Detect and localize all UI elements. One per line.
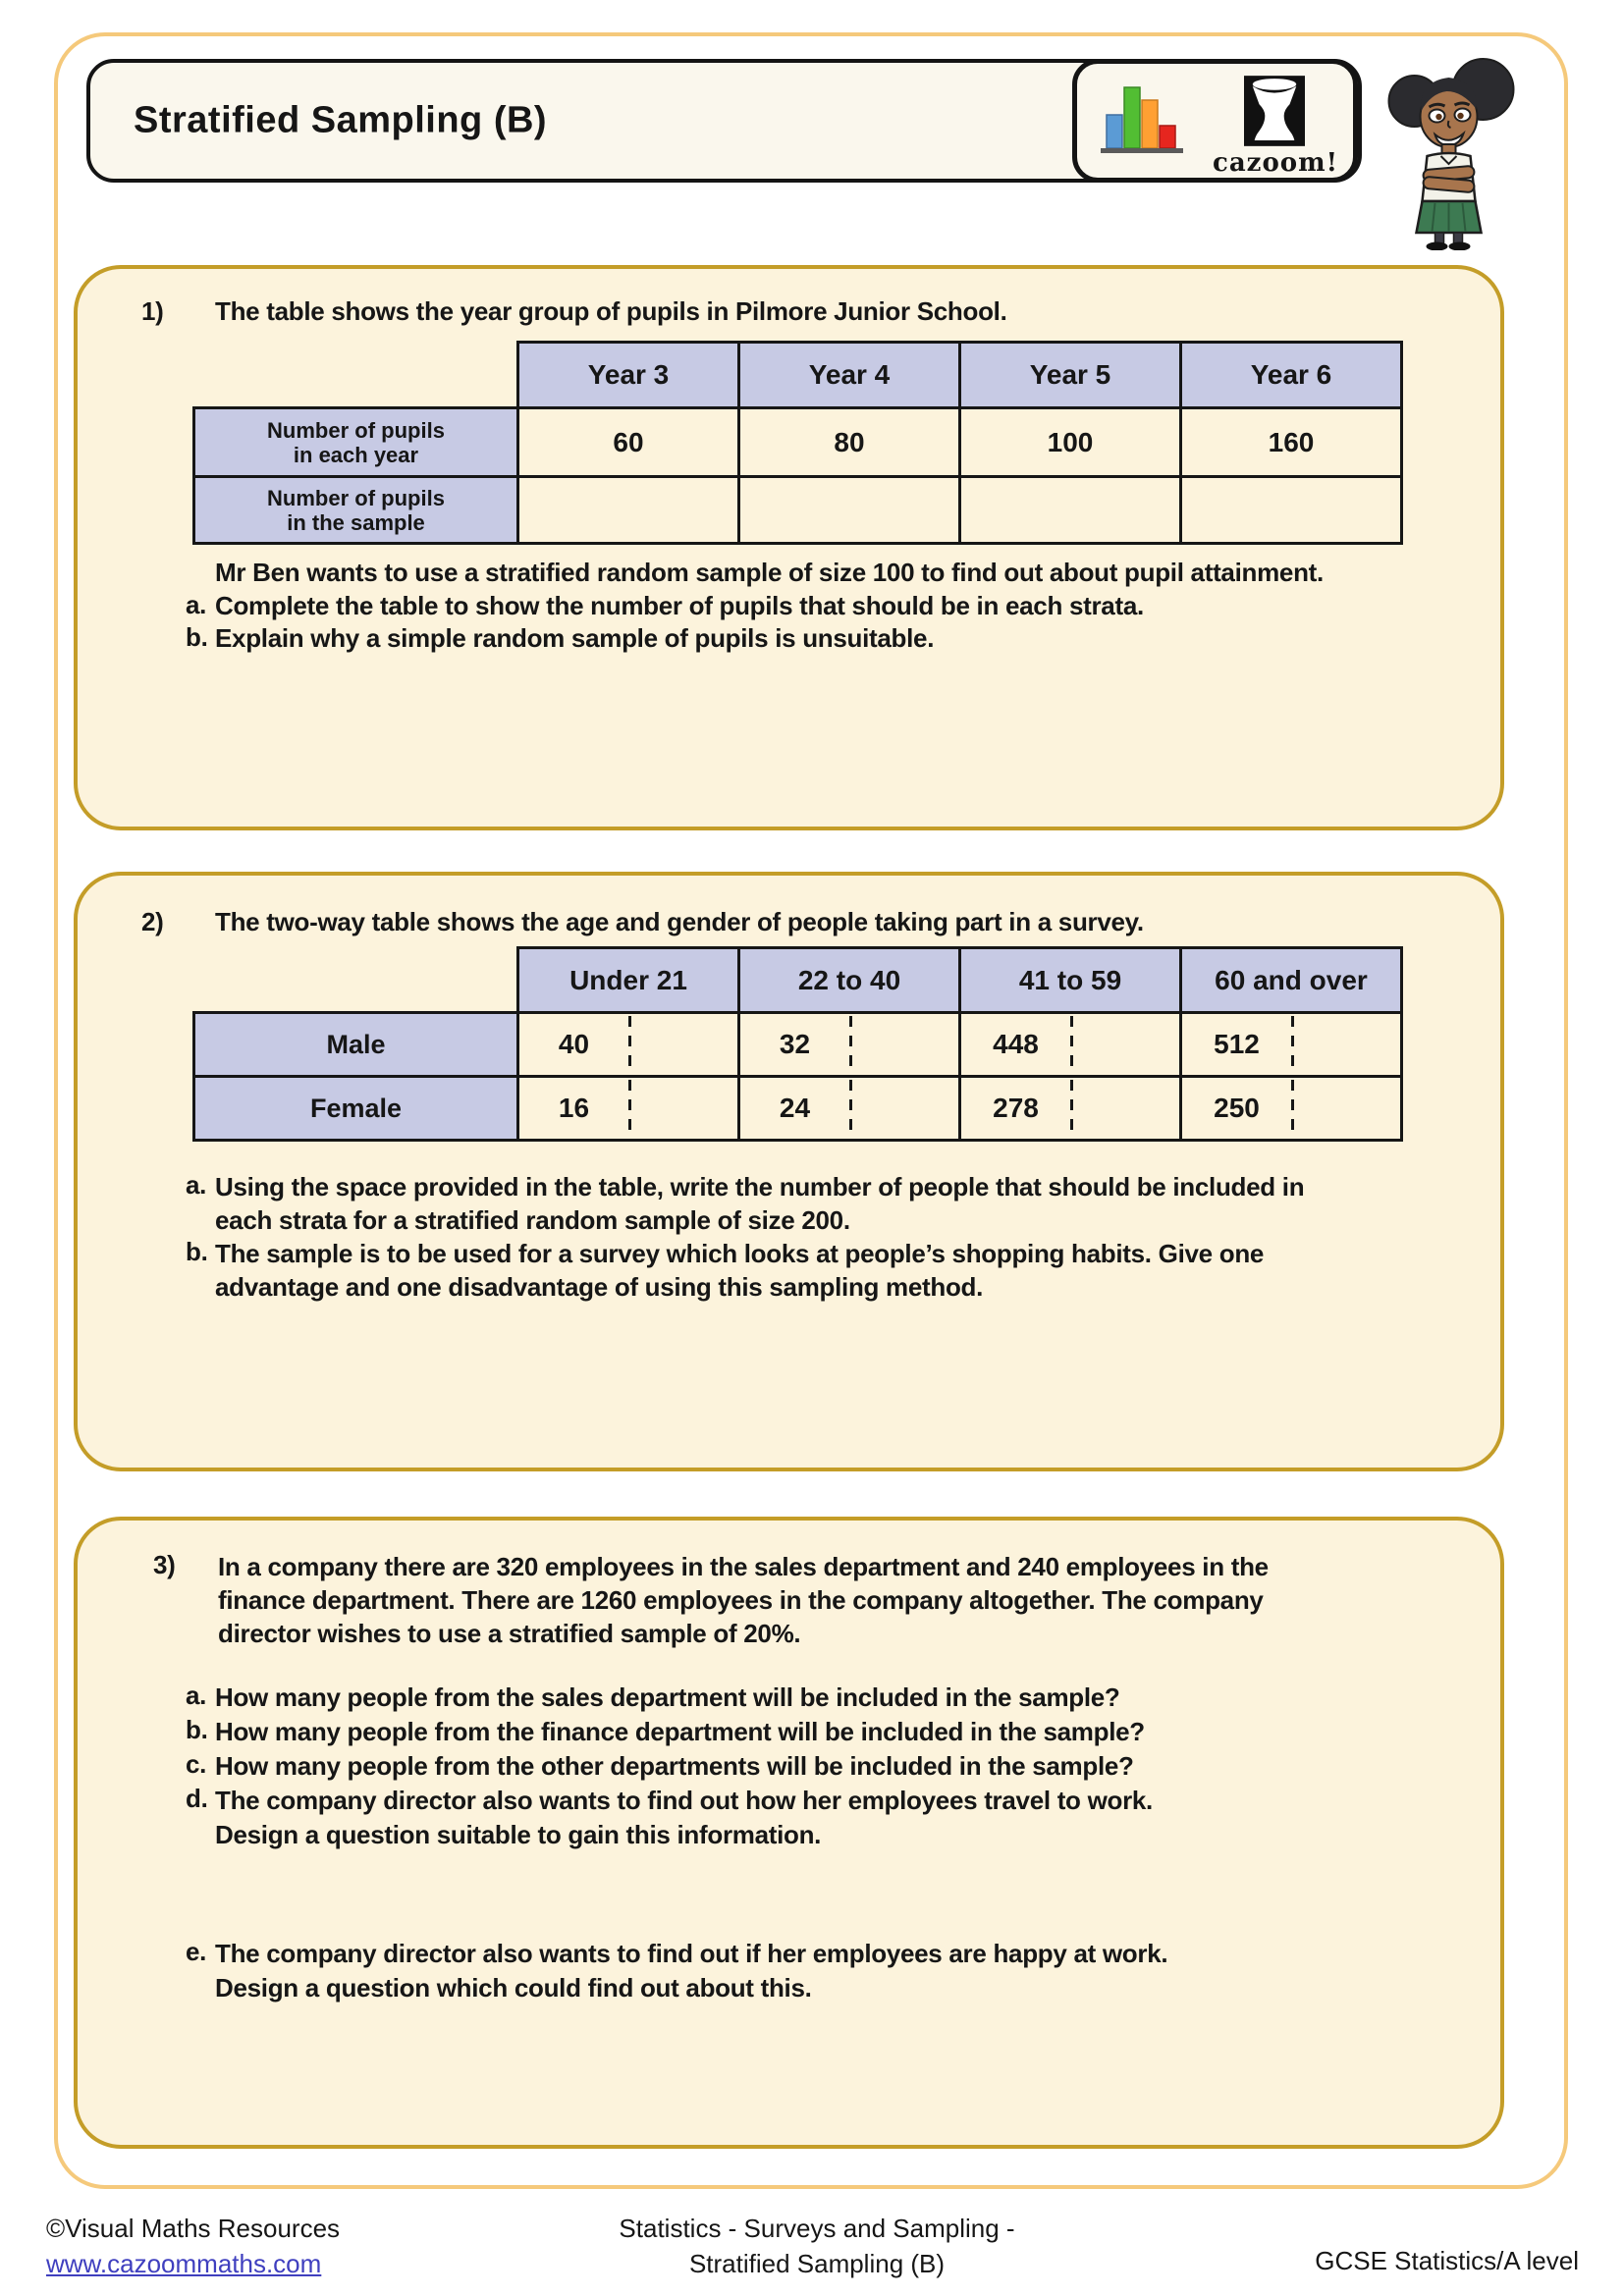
part-letter: b. — [186, 622, 208, 652]
part-letter: d. — [186, 1784, 208, 1813]
question-number: 3) — [153, 1550, 176, 1579]
part-letter: b. — [186, 1715, 208, 1744]
column-header: Year 3 — [518, 343, 739, 408]
intro-line: In a company there are 320 employees in the sales department and 240 employees in the — [218, 1552, 1269, 1581]
part-text-line: The sample is to be used for a survey which looks at people’s shopping habits. Give one — [215, 1239, 1265, 1268]
dashed-divider — [628, 1016, 631, 1073]
table-header-row — [194, 948, 1402, 1013]
footer-level: GCSE Statistics/A level — [1315, 2246, 1579, 2275]
part-text: How many people from the other departments will be included in the sample? — [215, 1751, 1134, 1781]
dashed-divider — [1291, 1080, 1294, 1137]
empty-answer-cell — [960, 477, 1181, 544]
table-cell: 60 — [518, 408, 739, 477]
q2-two-way-table — [192, 946, 1403, 1142]
row-header — [194, 477, 518, 544]
question-part-a — [186, 1170, 1304, 1237]
intro-line: director wishes to use a stratified sample of 20%. — [218, 1619, 801, 1648]
column-header: Year 5 — [960, 343, 1181, 408]
answer-space — [849, 1014, 958, 1075]
column-header: Year 6 — [1181, 343, 1402, 408]
page-title: Stratified Sampling (B) — [134, 99, 548, 141]
dashed-divider — [849, 1080, 852, 1137]
cazoom-logo — [1072, 59, 1358, 183]
empty-answer-cell — [1181, 477, 1402, 544]
question-2-box — [74, 872, 1504, 1471]
footer-worksheet-name: Stratified Sampling (B) — [688, 2249, 946, 2278]
row-header: Male — [194, 1013, 518, 1077]
question-intro: The table shows the year group of pupils in Pilmore Junior School. — [215, 296, 1007, 326]
question-number: 1) — [141, 296, 164, 326]
footer-topic: Statistics - Surveys and Sampling - — [619, 2214, 1015, 2243]
part-text-line: Design a question suitable to gain this information. — [215, 1820, 822, 1849]
question-note: Mr Ben wants to use a stratified random sample of size 100 to find out about pupil attainment. — [215, 558, 1324, 587]
part-text: How many people from the sales department will be included in the sample? — [215, 1682, 1120, 1712]
student-character-illustration — [1384, 54, 1520, 250]
part-letter: c. — [186, 1749, 207, 1779]
part-text: Explain why a simple random sample of pupils is unsuitable. — [215, 623, 935, 653]
drum-icon — [1244, 76, 1305, 146]
question-part-b — [186, 622, 934, 655]
empty-answer-cell — [739, 477, 960, 544]
part-text: Complete the table to show the number of pupils that should be in each strata. — [215, 591, 1144, 620]
table-cell — [1181, 1077, 1402, 1141]
part-text-line: each strata for a stratified random sample of size 200. — [215, 1205, 850, 1235]
question-number: 2) — [141, 907, 164, 936]
part-text-line: advantage and one disadvantage of using this sampling method. — [215, 1272, 984, 1302]
question-3-box — [74, 1517, 1504, 2149]
answer-space — [1291, 1014, 1400, 1075]
part-text-line: The company director also wants to find out if her employees are happy at work. — [215, 1939, 1168, 1968]
bar-chart-icon — [1093, 80, 1191, 162]
dashed-divider — [1291, 1016, 1294, 1073]
q1-year-group-table — [192, 341, 1403, 545]
column-header: 41 to 59 — [960, 948, 1181, 1013]
table-cell — [518, 1013, 739, 1077]
table-row — [194, 477, 1402, 544]
part-text: How many people from the finance department will be included in the sample? — [215, 1717, 1145, 1746]
table-header-row — [194, 343, 1402, 408]
part-letter: a. — [186, 1170, 207, 1200]
dashed-divider — [628, 1080, 631, 1137]
cell-value: 16 — [558, 1093, 590, 1123]
question-1-box — [74, 265, 1504, 830]
website-link[interactable]: www.cazoommaths.com — [46, 2249, 322, 2278]
table-row — [194, 408, 1402, 477]
cell-value: 32 — [779, 1029, 811, 1059]
cell-value: 24 — [779, 1093, 811, 1123]
table-row-male — [194, 1013, 1402, 1077]
answer-space — [1070, 1078, 1179, 1139]
row-header-line: in each year — [293, 442, 419, 467]
part-text-line: The company director also wants to find out how her employees travel to work. — [215, 1786, 1153, 1815]
dashed-divider — [1070, 1080, 1073, 1137]
cell-value: 278 — [993, 1093, 1039, 1123]
part-text-line: Using the space provided in the table, write the number of people that should be included in — [215, 1172, 1305, 1201]
column-header: Under 21 — [518, 948, 739, 1013]
cell-value: 250 — [1214, 1093, 1260, 1123]
part-text-line: Design a question which could find out about this. — [215, 1973, 812, 2002]
part-letter: a. — [186, 590, 207, 619]
column-header: 22 to 40 — [739, 948, 960, 1013]
intro-line: finance department. There are 1260 employees in the company altogether. The company — [218, 1585, 1264, 1615]
empty-answer-cell — [518, 477, 739, 544]
logo-wordmark: cazoom! — [1213, 148, 1339, 178]
table-cell — [518, 1077, 739, 1141]
column-header: 60 and over — [1181, 948, 1402, 1013]
corner-cell — [194, 343, 518, 408]
row-header: Female — [194, 1077, 518, 1141]
table-cell: 160 — [1181, 408, 1402, 477]
answer-space — [1070, 1014, 1179, 1075]
title-box — [86, 59, 1362, 183]
table-cell — [739, 1077, 960, 1141]
question-part-b — [186, 1237, 1264, 1304]
row-header-line: Number of pupils — [267, 485, 445, 510]
answer-space — [628, 1078, 737, 1139]
table-cell: 100 — [960, 408, 1181, 477]
table-row-female — [194, 1077, 1402, 1141]
answer-space — [628, 1014, 737, 1075]
dashed-divider — [1070, 1016, 1073, 1073]
question-part-a — [186, 1681, 1120, 1715]
part-letter: e. — [186, 1937, 207, 1966]
part-letter: a. — [186, 1681, 207, 1710]
copyright-text: ©Visual Maths Resources — [46, 2214, 341, 2243]
table-cell — [739, 1013, 960, 1077]
cell-value: 448 — [993, 1029, 1039, 1059]
table-cell — [960, 1077, 1181, 1141]
cell-value: 512 — [1214, 1029, 1260, 1059]
column-header: Year 4 — [739, 343, 960, 408]
table-cell — [960, 1013, 1181, 1077]
question-part-b — [186, 1715, 1145, 1749]
answer-space — [1291, 1078, 1400, 1139]
row-header — [194, 408, 518, 477]
part-letter: b. — [186, 1237, 208, 1266]
question-part-d — [186, 1784, 1153, 1852]
question-part-a — [186, 590, 1144, 622]
row-header-line: Number of pupils — [267, 417, 445, 443]
table-cell — [1181, 1013, 1402, 1077]
question-intro: The two-way table shows the age and gender of people taking part in a survey. — [215, 907, 1144, 936]
dashed-divider — [849, 1016, 852, 1073]
question-intro — [218, 1550, 1269, 1650]
question-part-c — [186, 1749, 1134, 1784]
cell-value: 40 — [558, 1029, 590, 1059]
question-part-e — [186, 1937, 1167, 2005]
row-header-line: in the sample — [287, 509, 425, 535]
table-cell: 80 — [739, 408, 960, 477]
answer-space — [849, 1078, 958, 1139]
corner-cell — [194, 948, 518, 1013]
